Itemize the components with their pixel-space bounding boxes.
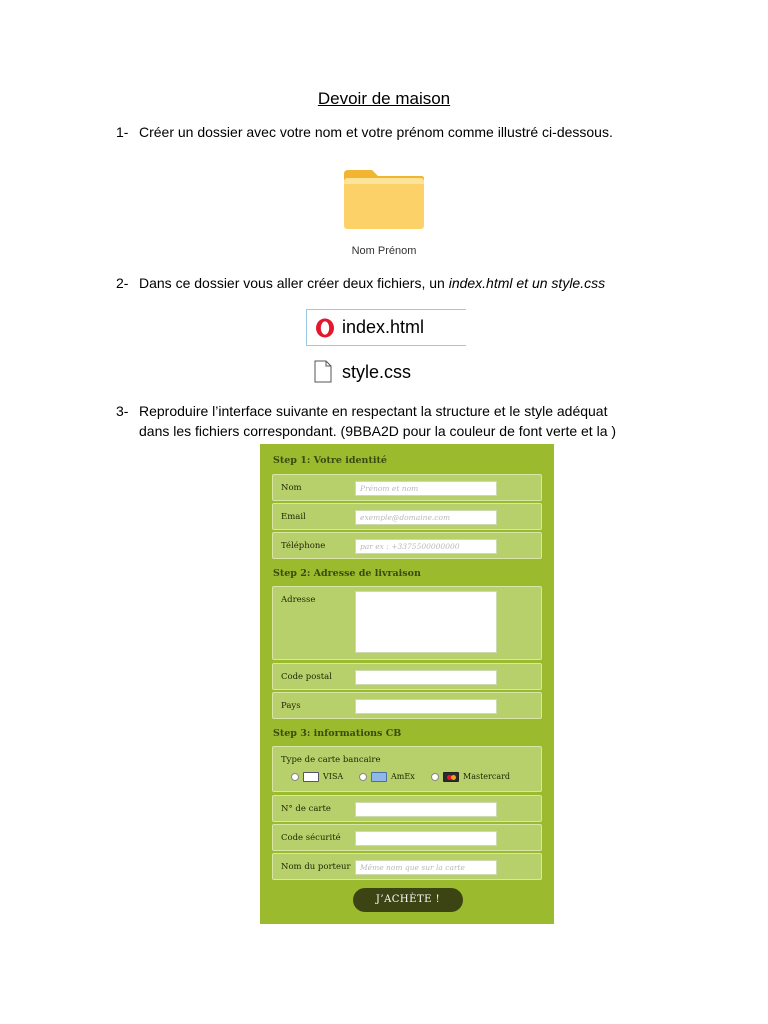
card-type-label: Type de carte bancaire — [281, 755, 381, 765]
step-text-plain: Dans ce dossier vous aller créer deux fichiers, un — [139, 275, 449, 291]
row-card-type — [272, 746, 542, 792]
security-code-label: Code sécurité — [281, 833, 341, 843]
holder-label: Nom du porteur — [281, 862, 351, 872]
amex-label: AmEx — [391, 772, 415, 781]
folder-icon — [342, 168, 426, 230]
adresse-label: Adresse — [281, 595, 316, 605]
opera-browser-icon — [315, 318, 335, 338]
html-file-item[interactable] — [306, 309, 466, 346]
row-nom — [272, 474, 542, 501]
legend-identity: Step 1: Votre identité — [273, 455, 387, 466]
row-holder — [272, 853, 542, 880]
row-telephone — [272, 532, 542, 559]
step-text-line1: Reproduire l’interface suivante en respectant la structure et le style adéquat — [139, 403, 608, 419]
email-input[interactable]: exemple@domaine.com — [355, 510, 497, 525]
radio-amex[interactable] — [359, 773, 367, 781]
radio-mastercard[interactable] — [431, 773, 439, 781]
mastercard-label: Mastercard — [463, 772, 511, 781]
telephone-input[interactable]: par ex : +3375500000000 — [355, 539, 497, 554]
telephone-label: Téléphone — [281, 541, 326, 551]
card-number-label: N° de carte — [281, 804, 331, 814]
css-file-name: style.css — [342, 362, 412, 382]
nom-input[interactable]: Prénom et nom — [355, 481, 497, 496]
row-pays — [272, 692, 542, 719]
visa-label: VISA — [323, 772, 344, 781]
folder-label: Nom Prénom — [351, 245, 417, 257]
security-code-input[interactable] — [355, 831, 497, 846]
holder-input[interactable]: Même nom que sur la carte — [355, 860, 497, 875]
order-form-mockup — [260, 444, 554, 924]
page-title: Devoir de maison — [317, 89, 451, 108]
row-card-number — [272, 795, 542, 822]
step-number: 1- — [116, 124, 129, 140]
mastercard-logo-icon — [443, 772, 459, 782]
radio-visa[interactable] — [291, 773, 299, 781]
step-text — [139, 273, 679, 293]
nom-label: Nom — [281, 483, 302, 493]
legend-card: Step 3: informations CB — [273, 728, 402, 739]
step-text-line2: dans les fichiers correspondant. (9BBA2D pour la couleur de font verte et la ) — [139, 423, 617, 439]
row-email — [272, 503, 542, 530]
pays-label: Pays — [281, 701, 301, 711]
step-text: Créer un dossier avec votre nom et votre prénom comme illustré ci-dessous. — [139, 124, 613, 140]
row-code-postal — [272, 663, 542, 690]
document-icon — [314, 360, 332, 383]
step-text-italic: index.html et un style.css — [448, 275, 606, 291]
card-number-input[interactable] — [355, 802, 497, 817]
html-file-name: index.html — [342, 317, 425, 337]
pays-input[interactable] — [355, 699, 497, 714]
step-number: 2- — [116, 275, 129, 291]
code-postal-label: Code postal — [281, 672, 332, 682]
buy-button[interactable]: J’ACHÈTE ! — [353, 888, 463, 912]
email-label: Email — [281, 512, 306, 522]
visa-logo-icon — [303, 772, 319, 782]
row-security-code — [272, 824, 542, 851]
legend-delivery: Step 2: Adresse de livraison — [273, 568, 421, 579]
code-postal-input[interactable] — [355, 670, 497, 685]
amex-logo-icon — [371, 772, 387, 782]
adresse-textarea[interactable] — [355, 591, 497, 653]
row-adresse — [272, 586, 542, 660]
step-number: 3- — [116, 403, 129, 419]
